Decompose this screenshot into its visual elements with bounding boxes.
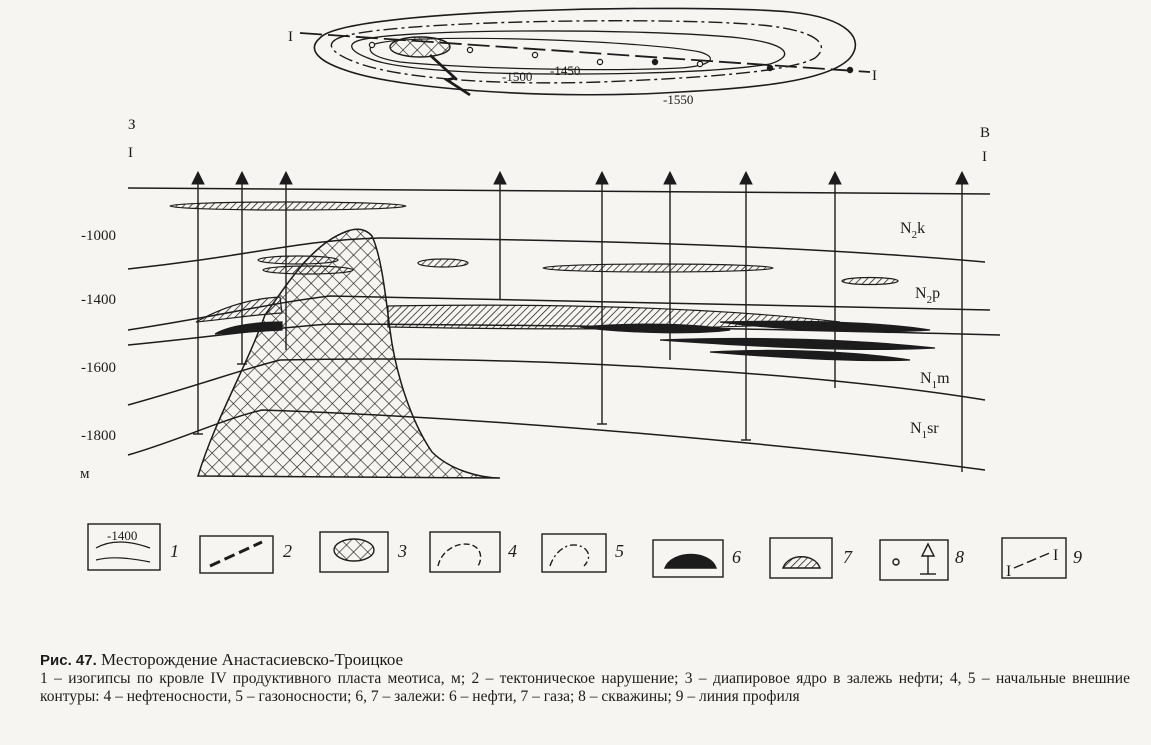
well-icon: [893, 559, 899, 565]
oil-lens: [660, 338, 935, 349]
gas-lens: [170, 202, 406, 210]
legend-num: 8: [955, 547, 964, 567]
legend-box-oil-contour: [430, 532, 500, 572]
fault-icon: [210, 542, 262, 566]
profile-line-icon: [1014, 552, 1052, 568]
legend-num: 6: [732, 547, 741, 567]
gas-lens: [418, 259, 468, 267]
gas-lens: [842, 278, 898, 285]
section-top-line: [128, 188, 990, 194]
contour-label-1550: -1550: [663, 92, 694, 107]
oil-lens: [710, 350, 910, 360]
horizon-1: [128, 238, 985, 269]
legend: [88, 524, 1082, 580]
depth-tick-label: -1000: [81, 228, 116, 244]
map-profile-end-right: I: [872, 68, 877, 84]
svg-text:I: I: [1053, 547, 1059, 564]
legend-num: 9: [1073, 547, 1082, 567]
map-profile-end-left: I: [288, 29, 293, 45]
west-label: З: [128, 117, 136, 133]
legend-num: 3: [398, 541, 407, 561]
oil-deposit-icon: [665, 555, 716, 569]
depth-tick-label: -1400: [81, 292, 116, 308]
depth-tick-label: -1800: [81, 428, 116, 444]
legend-num: 7: [843, 547, 852, 567]
legend-box-fault: [200, 536, 273, 573]
diapir-core-icon: [334, 539, 374, 561]
oil-contour-icon: [438, 544, 481, 566]
profile-left-label: I: [128, 145, 133, 161]
legend-box-gas-contour: [542, 534, 606, 572]
contour-label-1500: -1500: [502, 69, 533, 84]
depth-axis: [80, 228, 116, 482]
figure-label: Рис. 47.: [40, 652, 97, 669]
svg-text:I: I: [1006, 563, 1012, 580]
legend-num: 2: [283, 541, 292, 561]
legend-num: 5: [615, 541, 624, 561]
contour-label-1450: -1450: [550, 63, 581, 78]
gas-lens: [543, 264, 773, 272]
figure-legend-text: 1 – изогипсы по кровле IV продуктивного пласта меотиса, м; 2 – тектоническое нарушение; 3 – диапировое ядро в залежь нефти; 4, 5 – начальные внешние контуры: 4 – нефтеносности, 5 – газоносности; 6, 7 – залежи: 6 – нефти, 7 – газа; 8 – скважины; 9 – линия профиля: [40, 670, 1130, 705]
depth-tick-label: -1600: [81, 360, 116, 376]
profile-right-label: I: [982, 149, 987, 165]
legend-sample-contour: -1400: [107, 528, 138, 543]
legend-box-well: [880, 540, 948, 580]
stratum-label: $N_2k$: [900, 220, 926, 241]
gas-contour-icon: [550, 545, 589, 566]
depth-unit: м: [80, 466, 90, 482]
structure-map: [300, 8, 870, 95]
legend-num: 4: [508, 541, 517, 561]
stratum-label: $N_1m$: [920, 370, 950, 391]
gas-deposit-icon: [783, 557, 820, 568]
caption-title-row: [40, 651, 1130, 670]
figure-caption: [40, 651, 1130, 706]
stratum-label: $N_2p$: [915, 285, 941, 306]
stratum-label: $N_1sr$: [910, 420, 939, 441]
figure-title: Месторождение Анастасиевско-Троицкое: [101, 650, 404, 669]
legend-num: 1: [170, 541, 179, 561]
east-label: В: [980, 125, 991, 141]
